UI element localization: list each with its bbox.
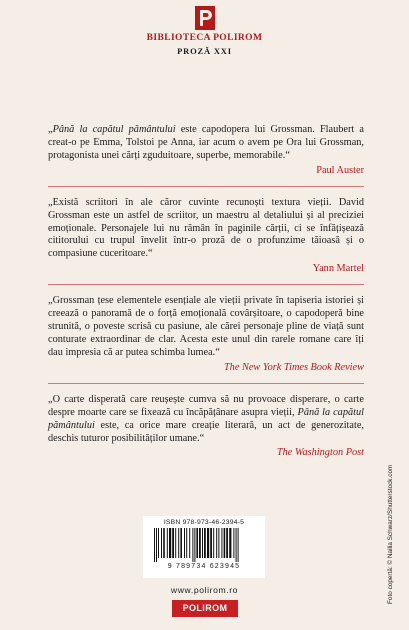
barcode-bar	[194, 528, 195, 562]
barcode-bar	[167, 528, 168, 558]
barcode-bar	[229, 528, 231, 558]
barcode-bar	[186, 528, 187, 558]
barcode-bar	[233, 528, 234, 558]
barcode-bar	[158, 528, 159, 558]
barcode-bar	[178, 528, 179, 558]
blurb	[48, 124, 364, 176]
barcode-bar	[216, 528, 217, 558]
isbn-label: ISBN 978-973-46-2394-5	[163, 519, 245, 526]
publisher-badge: POLIROM	[172, 600, 238, 617]
divider	[48, 383, 364, 384]
blurb-text: „Până la capătul pământului este capodopera lui Grossman. Flaubert a creat-o pe Emma, Tolstoi pe Anna, iar acum o avem pe Ora lui Grossman, protagonista unei cărți zguduitoare, superbe, memorabile.“	[48, 124, 364, 161]
brand-name: BIBLIOTECA POLIROM	[146, 33, 263, 43]
barcode-bar	[213, 528, 214, 558]
barcode-bar	[218, 528, 219, 558]
blurb-text: „Există scriitori în ale căror cuvinte recunoști textura vieții. David Grossman este un astfel de scriitor, un maestru al detaliului și al preciziei emoționale. Personajele lui nu rămân în paginile cărții, ci se înfățișează cititorului cu trupul învelit într-o proză de o profunzime tăioasă și o compasiune cuceritoare.“	[48, 196, 364, 260]
barcode-bar	[221, 528, 222, 558]
barcode-bar	[192, 528, 193, 562]
barcode-bar	[172, 528, 174, 558]
barcode-bar	[154, 528, 155, 562]
barcode-bar	[202, 528, 203, 558]
barcode-bar	[226, 528, 228, 558]
barcode-bar	[224, 528, 226, 558]
barcode-bar	[180, 528, 182, 558]
barcode-block	[143, 516, 265, 578]
header	[0, 6, 409, 56]
website-link[interactable]: www.polirom.ro	[170, 585, 239, 595]
barcode-bar	[199, 528, 201, 558]
barcode-bars	[152, 528, 256, 562]
polirom-logo-icon	[194, 6, 216, 30]
barcode-digits: 9 789734 623945	[167, 563, 241, 570]
blurb-author: The Washington Post	[276, 447, 364, 459]
barcode-bar	[189, 528, 190, 558]
barcode-bar	[163, 528, 165, 558]
blurb	[48, 197, 364, 275]
blurb-author: Paul Auster	[316, 164, 364, 176]
barcode-bar	[236, 528, 237, 562]
barcode-bar	[196, 528, 198, 558]
blurb	[48, 295, 364, 373]
barcode-bar	[238, 528, 239, 562]
barcode-bar	[175, 528, 176, 558]
photo-credit: Foto copertă: © Nailia Schwarz/Shutterstock.com	[387, 464, 394, 604]
blurb	[48, 394, 364, 459]
barcode-bar	[156, 528, 157, 562]
divider	[48, 186, 364, 187]
divider	[48, 284, 364, 285]
barcode-bar	[207, 528, 209, 558]
barcode-bar	[210, 528, 212, 558]
barcode-bar	[204, 528, 206, 558]
series-name: PROZĂ XXI	[177, 46, 232, 56]
blurb-author: Yann Martel	[312, 263, 364, 275]
blurbs	[48, 124, 364, 458]
blurb-text: „O carte disperată care reușește cumva să nu provoace disperare, o carte despre moarte care se fixează cu încăpățânare asupra vieții, Până la capătul pământului este, ca orice mare creație literară, un act de generozitate, deschis tuturor posibilităților umane.“	[48, 393, 364, 444]
barcode-bar	[169, 528, 171, 558]
barcode-bar	[184, 528, 185, 558]
blurb-text: „Grossman țese elementele esențiale ale vieții private în tapiseria istoriei și creează o panoramă de o forță emoțională covârșitoare, o capodoperă bine strunită, o poveste scrisă cu pasiune, ale cărei personaje pline de viață sunt conturate extraordinar de clar. Acesta este unul din rarele romane care îți dau impresia că ar putea schimba lumea.“	[48, 295, 364, 358]
barcode-bar	[161, 528, 162, 558]
blurb-author: The New York Times Book Review	[223, 361, 364, 373]
